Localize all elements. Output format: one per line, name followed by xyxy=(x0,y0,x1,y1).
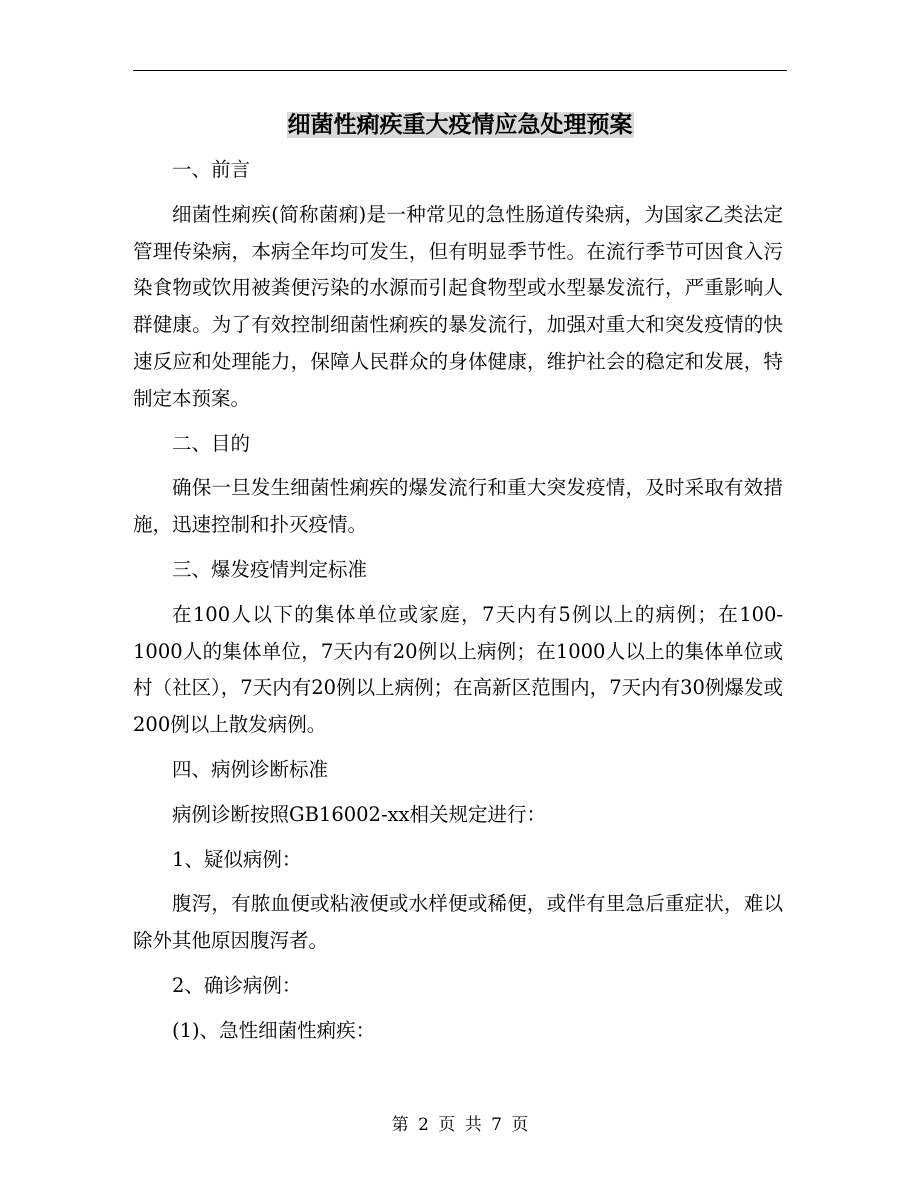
document-title xyxy=(0,108,920,142)
subheading-acute-dysentery: (1)、急性细菌性痢疾： xyxy=(172,1018,376,1042)
section-heading-diagnosis-criteria: 四、病例诊断标准 xyxy=(172,757,329,781)
paragraph-preface: 细菌性痢疾(简称菌痢)是一种常见的急性肠道传染病，为国家乙类法定管理传染病，本病全年均可发生，但有明显季节性。在流行季节可因食入污染食物或饮用被粪便污染的水源而引起食物型或水型暴发流行，严重影响人群健康。为了有效控制细菌性痢疾的暴发流行，加强对重大和突发疫情的快速反应和处理能力，保障人民群众的身体健康，维护社会的稳定和发展，特制定本预案。 xyxy=(133,202,783,410)
document-body xyxy=(133,152,783,1058)
page-number-footer: 第 2 页 共 7 页 xyxy=(391,1115,529,1135)
paragraph-diagnosis-basis: 病例诊断按照GB16002-xx相关规定进行： xyxy=(172,802,547,826)
section-heading-outbreak-criteria: 三、爆发疫情判定标准 xyxy=(172,557,368,581)
header-rule xyxy=(133,70,787,71)
paragraph-purpose: 确保一旦发生细菌性痢疾的爆发流行和重大突发疫情，及时采取有效措施，迅速控制和扑灭疫情。 xyxy=(133,476,783,537)
paragraph-suspected-case: 腹泻，有脓血便或粘液便或水样便或稀便，或伴有里急后重症状，难以除外其他原因腹泻者。 xyxy=(133,892,783,953)
subheading-confirmed-case: 2、确诊病例： xyxy=(172,973,302,997)
document-title-text: 细菌性痢疾重大疫情应急处理预案 xyxy=(287,112,633,138)
section-heading-purpose: 二、目的 xyxy=(172,431,251,455)
subheading-suspected-case: 1、疑似病例： xyxy=(172,847,302,871)
section-heading-preface: 一、前言 xyxy=(172,158,251,181)
paragraph-outbreak-criteria: 在100人以下的集体单位或家庭，7天内有5例以上的病例；在100-1000人的集体单位，7天内有20例以上病例；在1000人以上的集体单位或村（社区），7天内有20例以上病例；在高新区范围内，7天内有30例爆发或200例以上散发病例。 xyxy=(133,602,783,737)
